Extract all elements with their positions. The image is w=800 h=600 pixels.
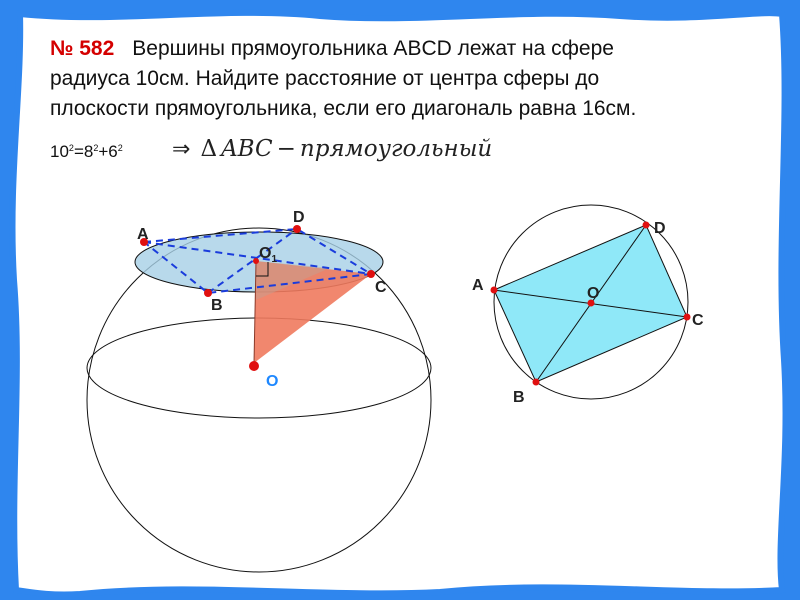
plane-label-b: B: [513, 389, 525, 406]
label-b: B: [211, 297, 223, 314]
plane-label-c: C: [692, 312, 704, 329]
problem-statement: [50, 34, 770, 124]
plane-label-a: A: [472, 277, 484, 294]
implies-symbol: ⇒: [172, 137, 191, 162]
conclusion-statement: [172, 136, 492, 162]
point-c: [367, 270, 375, 278]
label-d: D: [293, 209, 305, 226]
label-a: A: [137, 226, 149, 243]
plane-label-o: O: [587, 285, 600, 302]
label-o1-subscript: 1: [271, 254, 278, 265]
pythagorean-formula: [50, 142, 123, 162]
problem-line-1: Вершины прямоугольника ABCD лежат на сфере: [132, 37, 614, 60]
plane-point-d: [643, 222, 650, 229]
plane-point-b: [533, 379, 540, 386]
triangle-name: ABC: [221, 136, 273, 162]
conclusion-dash: −: [276, 136, 296, 162]
plane-point-c: [684, 314, 691, 321]
label-o: O: [266, 373, 279, 390]
formula-plus: +: [98, 142, 109, 161]
label-o1: $O_1$: [259, 245, 278, 265]
plane-point-a: [491, 287, 498, 294]
formula-exp-2: 2: [93, 143, 99, 153]
point-o: [249, 361, 259, 371]
plane-label-d: D: [654, 220, 666, 237]
problem-number: № 582: [50, 37, 115, 60]
formula-exp-3: 2: [117, 143, 123, 153]
label-c: C: [375, 279, 387, 296]
formula-base-3: 6: [108, 142, 118, 161]
formula-base-1: 10: [50, 142, 69, 161]
problem-line-3: плоскости прямоугольника, если его диагональ равна 16см.: [50, 97, 637, 120]
conclusion-word: прямоугольный: [299, 136, 493, 162]
formula-equals: =: [73, 142, 84, 161]
problem-line-2: радиуса 10см. Найдите расстояние от центра сферы до: [50, 67, 600, 90]
triangle-symbol: Δ: [200, 136, 218, 162]
formula-exp-1: 2: [68, 143, 74, 153]
formula-base-2: 8: [83, 142, 94, 161]
point-b: [204, 289, 212, 297]
point-d: [293, 225, 301, 233]
